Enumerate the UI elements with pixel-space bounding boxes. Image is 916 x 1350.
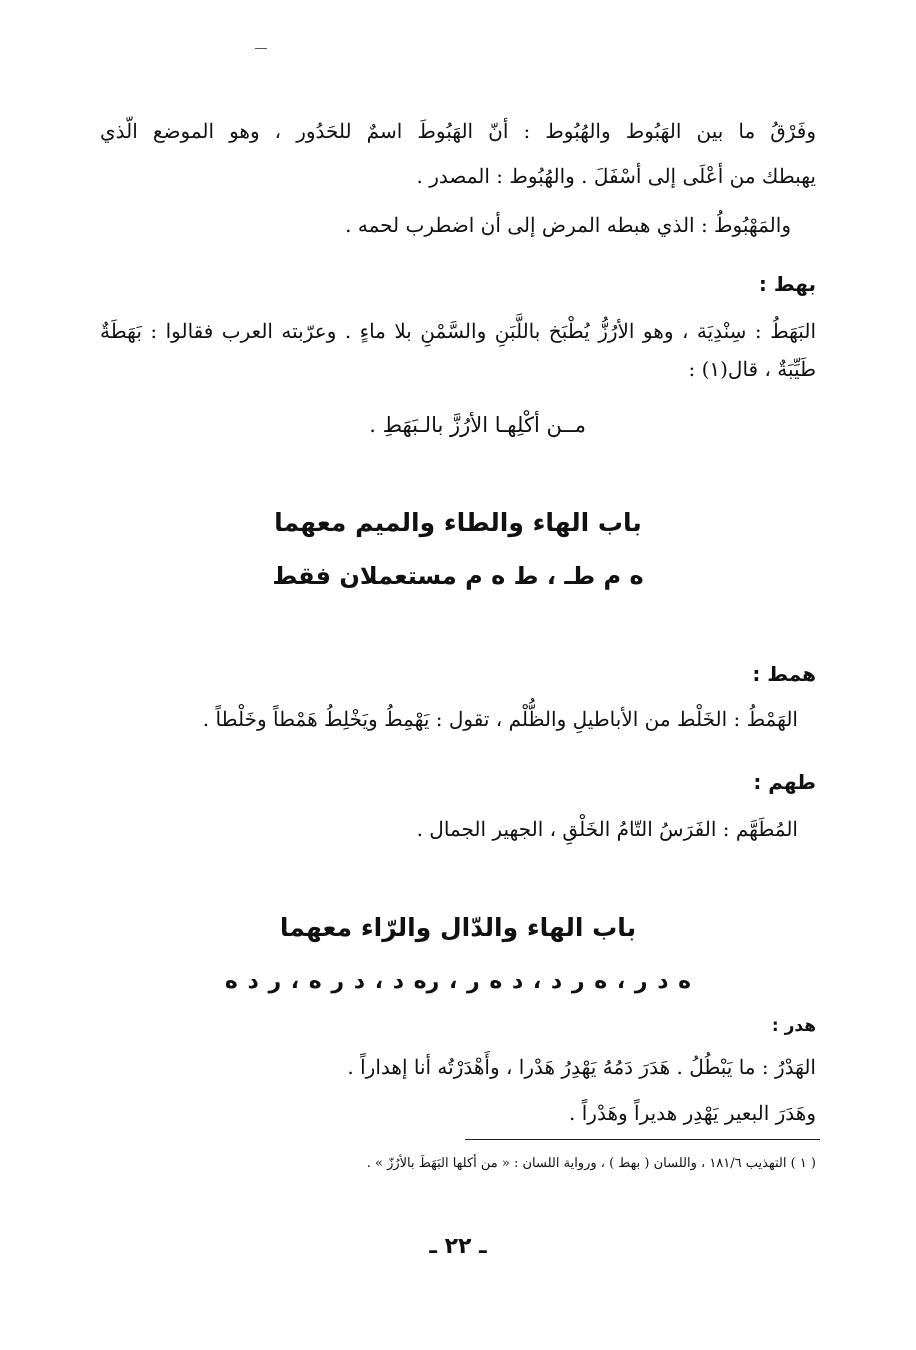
entry-headword: هدر : xyxy=(771,1016,816,1036)
chapter-subtitle: ه م طـ ، ط ه م مستعملان فقط xyxy=(272,562,644,590)
verse-line: مــن أكْلِهـا الأرُزَّ بالـبَهَطِ . xyxy=(369,413,586,437)
entry-headword: طهم : xyxy=(753,770,816,794)
text-line: والمَهْبُوطُ : الذي هبطه المرض إلى أن اضطرب لحمه . xyxy=(345,213,791,237)
text-line: وفَرْقُ ما بين الهَبُوط والهُبُوط : أنّ الهَبُوطَ اسمٌ للحَدُور ، وهو الموضع الّذي xyxy=(100,119,816,143)
entry-text: الهَمْطُ : الخَلْط من الأباطيلِ والظُّلْم ، تقول : يَهْمِطُ ويَخْلِطُ هَمْطاً وخَلْطاً . xyxy=(202,707,798,731)
chapter-subtitle: ه د ر ، ه ر د ، د ه ر ، ره د ، د ر ه ، ر د ه xyxy=(224,969,692,994)
text-line: يهبطك من أعْلَى إلى أسْفَلَ . والهُبُوط : المصدر . xyxy=(416,164,816,188)
entry-text: البَهَطُ : سِنْدِيَة ، وهو الأرُزُّ يُطْبَخ باللَّبَنِ والسَّمْنِ بلا ماءٍ . وعرّبته العرب فقالوا : بَهَطَةٌ طَيِّبَةٌ ، قال(١) : xyxy=(100,319,816,381)
entry-headword: همط : xyxy=(752,662,816,686)
entry-headword: بهط : xyxy=(758,272,816,296)
scan-mark xyxy=(255,48,267,49)
footnote-rule xyxy=(465,1139,820,1140)
entry-text: المُطَهَّم : الفَرَسُ التّامُ الخَلْقِ ، الجهير الجمال . xyxy=(416,817,798,841)
entry-text: الهَدْرُ : ما يَبْطُلُ . هَدَرَ دَمُهُ يَهْدِرُ هَدْرا ، وأَهْدَرْتُه أنا إهداراً . xyxy=(347,1055,816,1079)
chapter-title: باب الهاء والدّال والرّاء معهما xyxy=(279,913,637,942)
footnote: ( ١ ) التهذيب ١٨١/٦ ، واللسان ( بهط ) ، ورواية اللسان : « من أكلها البَهَطَ بالأرُزّ » . xyxy=(366,1156,816,1171)
chapter-title: باب الهاء والطاء والميم معهما xyxy=(274,508,642,537)
entry-text: وهَدَرَ البعير يَهْدِر هديراً وهَدْراً . xyxy=(569,1101,816,1125)
page-number: ـ ٢٢ ـ xyxy=(429,1234,487,1259)
